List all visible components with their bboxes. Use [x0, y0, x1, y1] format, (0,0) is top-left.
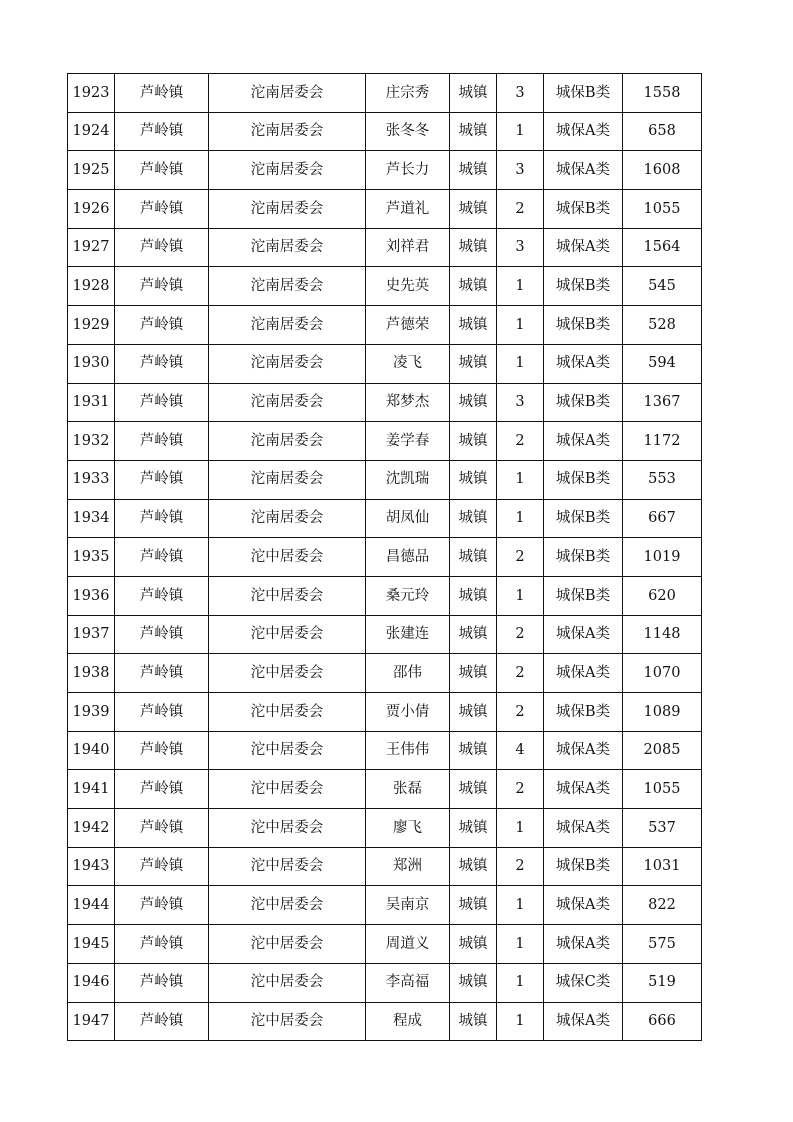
- town-cell: 芦岭镇: [115, 190, 209, 229]
- insurance-category-cell: 城保B类: [544, 576, 623, 615]
- amount-cell: 537: [623, 809, 702, 848]
- committee-cell: 沱南居委会: [209, 228, 366, 267]
- table-row: [68, 770, 702, 809]
- committee-cell: 沱中居委会: [209, 615, 366, 654]
- insurance-category-cell: 城保B类: [544, 306, 623, 345]
- committee-cell: 沱南居委会: [209, 190, 366, 229]
- town-cell: 芦岭镇: [115, 112, 209, 151]
- row-number-cell: 1945: [68, 925, 115, 964]
- name-cell: 张冬冬: [366, 112, 450, 151]
- town-cell: 芦岭镇: [115, 151, 209, 190]
- area-type-cell: 城镇: [450, 267, 497, 306]
- table-row: [68, 228, 702, 267]
- amount-cell: 822: [623, 886, 702, 925]
- area-type-cell: 城镇: [450, 190, 497, 229]
- insurance-category-cell: 城保B类: [544, 460, 623, 499]
- household-size-cell: 3: [497, 228, 544, 267]
- area-type-cell: 城镇: [450, 654, 497, 693]
- committee-cell: 沱中居委会: [209, 693, 366, 732]
- town-cell: 芦岭镇: [115, 963, 209, 1002]
- name-cell: 胡凤仙: [366, 499, 450, 538]
- town-cell: 芦岭镇: [115, 731, 209, 770]
- insurance-category-cell: 城保A类: [544, 112, 623, 151]
- committee-cell: 沱南居委会: [209, 267, 366, 306]
- area-type-cell: 城镇: [450, 963, 497, 1002]
- name-cell: 贾小倩: [366, 693, 450, 732]
- committee-cell: 沱南居委会: [209, 112, 366, 151]
- table-row: [68, 74, 702, 113]
- table-row: [68, 693, 702, 732]
- table-row: [68, 925, 702, 964]
- insurance-category-cell: 城保B类: [544, 267, 623, 306]
- table-row: [68, 654, 702, 693]
- row-number-cell: 1934: [68, 499, 115, 538]
- insurance-category-cell: 城保B类: [544, 499, 623, 538]
- row-number-cell: 1943: [68, 847, 115, 886]
- area-type-cell: 城镇: [450, 1002, 497, 1041]
- committee-cell: 沱中居委会: [209, 770, 366, 809]
- committee-cell: 沱中居委会: [209, 654, 366, 693]
- name-cell: 芦德荣: [366, 306, 450, 345]
- household-size-cell: 4: [497, 731, 544, 770]
- insurance-category-cell: 城保A类: [544, 615, 623, 654]
- row-number-cell: 1941: [68, 770, 115, 809]
- household-size-cell: 3: [497, 383, 544, 422]
- table-row: [68, 538, 702, 577]
- row-number-cell: 1939: [68, 693, 115, 732]
- table-row: [68, 460, 702, 499]
- table-row: [68, 847, 702, 886]
- amount-cell: 1019: [623, 538, 702, 577]
- insurance-category-cell: 城保B类: [544, 74, 623, 113]
- table-row: [68, 731, 702, 770]
- row-number-cell: 1942: [68, 809, 115, 848]
- table-row: [68, 1002, 702, 1041]
- amount-cell: 666: [623, 1002, 702, 1041]
- table-row: [68, 151, 702, 190]
- town-cell: 芦岭镇: [115, 770, 209, 809]
- row-number-cell: 1935: [68, 538, 115, 577]
- amount-cell: 667: [623, 499, 702, 538]
- insurance-category-cell: 城保A类: [544, 654, 623, 693]
- committee-cell: 沱南居委会: [209, 306, 366, 345]
- amount-cell: 1172: [623, 422, 702, 461]
- household-size-cell: 2: [497, 847, 544, 886]
- committee-cell: 沱中居委会: [209, 847, 366, 886]
- insurance-category-cell: 城保A类: [544, 422, 623, 461]
- insurance-category-cell: 城保B类: [544, 847, 623, 886]
- row-number-cell: 1946: [68, 963, 115, 1002]
- insurance-category-cell: 城保A类: [544, 1002, 623, 1041]
- area-type-cell: 城镇: [450, 228, 497, 267]
- amount-cell: 1055: [623, 770, 702, 809]
- row-number-cell: 1926: [68, 190, 115, 229]
- household-size-cell: 2: [497, 770, 544, 809]
- area-type-cell: 城镇: [450, 460, 497, 499]
- town-cell: 芦岭镇: [115, 847, 209, 886]
- table-row: [68, 809, 702, 848]
- household-size-cell: 1: [497, 460, 544, 499]
- town-cell: 芦岭镇: [115, 693, 209, 732]
- name-cell: 史先英: [366, 267, 450, 306]
- area-type-cell: 城镇: [450, 809, 497, 848]
- area-type-cell: 城镇: [450, 886, 497, 925]
- row-number-cell: 1929: [68, 306, 115, 345]
- amount-cell: 1558: [623, 74, 702, 113]
- name-cell: 昌德品: [366, 538, 450, 577]
- amount-cell: 519: [623, 963, 702, 1002]
- insurance-category-cell: 城保A类: [544, 809, 623, 848]
- amount-cell: 1367: [623, 383, 702, 422]
- household-size-cell: 1: [497, 963, 544, 1002]
- committee-cell: 沱南居委会: [209, 422, 366, 461]
- amount-cell: 2085: [623, 731, 702, 770]
- committee-cell: 沱中居委会: [209, 1002, 366, 1041]
- amount-cell: 620: [623, 576, 702, 615]
- table-row: [68, 499, 702, 538]
- area-type-cell: 城镇: [450, 731, 497, 770]
- town-cell: 芦岭镇: [115, 654, 209, 693]
- name-cell: 张建连: [366, 615, 450, 654]
- table-row: [68, 576, 702, 615]
- name-cell: 吴南京: [366, 886, 450, 925]
- household-size-cell: 1: [497, 306, 544, 345]
- table-row: [68, 190, 702, 229]
- committee-cell: 沱中居委会: [209, 809, 366, 848]
- amount-cell: 1564: [623, 228, 702, 267]
- town-cell: 芦岭镇: [115, 809, 209, 848]
- name-cell: 郑洲: [366, 847, 450, 886]
- town-cell: 芦岭镇: [115, 344, 209, 383]
- household-size-cell: 3: [497, 74, 544, 113]
- row-number-cell: 1937: [68, 615, 115, 654]
- household-size-cell: 1: [497, 344, 544, 383]
- name-cell: 张磊: [366, 770, 450, 809]
- town-cell: 芦岭镇: [115, 74, 209, 113]
- insurance-category-cell: 城保A类: [544, 886, 623, 925]
- committee-cell: 沱南居委会: [209, 383, 366, 422]
- name-cell: 刘祥君: [366, 228, 450, 267]
- area-type-cell: 城镇: [450, 615, 497, 654]
- row-number-cell: 1923: [68, 74, 115, 113]
- town-cell: 芦岭镇: [115, 1002, 209, 1041]
- area-type-cell: 城镇: [450, 770, 497, 809]
- amount-cell: 1070: [623, 654, 702, 693]
- table-row: [68, 615, 702, 654]
- table-row: [68, 963, 702, 1002]
- household-size-cell: 1: [497, 499, 544, 538]
- area-type-cell: 城镇: [450, 422, 497, 461]
- amount-cell: 528: [623, 306, 702, 345]
- town-cell: 芦岭镇: [115, 925, 209, 964]
- name-cell: 王伟伟: [366, 731, 450, 770]
- insurance-category-cell: 城保A类: [544, 925, 623, 964]
- insurance-category-cell: 城保A类: [544, 770, 623, 809]
- household-size-cell: 2: [497, 422, 544, 461]
- name-cell: 桑元玲: [366, 576, 450, 615]
- committee-cell: 沱中居委会: [209, 886, 366, 925]
- name-cell: 芦道礼: [366, 190, 450, 229]
- table-row: [68, 344, 702, 383]
- amount-cell: 658: [623, 112, 702, 151]
- committee-cell: 沱南居委会: [209, 151, 366, 190]
- table-row: [68, 267, 702, 306]
- area-type-cell: 城镇: [450, 499, 497, 538]
- amount-cell: 1055: [623, 190, 702, 229]
- table-row: [68, 112, 702, 151]
- town-cell: 芦岭镇: [115, 886, 209, 925]
- row-number-cell: 1931: [68, 383, 115, 422]
- insurance-category-cell: 城保B类: [544, 538, 623, 577]
- household-size-cell: 1: [497, 925, 544, 964]
- row-number-cell: 1940: [68, 731, 115, 770]
- row-number-cell: 1925: [68, 151, 115, 190]
- household-size-cell: 1: [497, 112, 544, 151]
- town-cell: 芦岭镇: [115, 615, 209, 654]
- amount-cell: 1608: [623, 151, 702, 190]
- area-type-cell: 城镇: [450, 925, 497, 964]
- household-size-cell: 2: [497, 693, 544, 732]
- area-type-cell: 城镇: [450, 847, 497, 886]
- household-size-cell: 1: [497, 886, 544, 925]
- insurance-category-cell: 城保B类: [544, 383, 623, 422]
- household-size-cell: 2: [497, 190, 544, 229]
- name-cell: 姜学春: [366, 422, 450, 461]
- area-type-cell: 城镇: [450, 576, 497, 615]
- area-type-cell: 城镇: [450, 538, 497, 577]
- household-size-cell: 1: [497, 1002, 544, 1041]
- area-type-cell: 城镇: [450, 151, 497, 190]
- town-cell: 芦岭镇: [115, 538, 209, 577]
- household-size-cell: 2: [497, 538, 544, 577]
- area-type-cell: 城镇: [450, 383, 497, 422]
- name-cell: 邵伟: [366, 654, 450, 693]
- committee-cell: 沱中居委会: [209, 538, 366, 577]
- town-cell: 芦岭镇: [115, 460, 209, 499]
- name-cell: 廖飞: [366, 809, 450, 848]
- household-size-cell: 3: [497, 151, 544, 190]
- row-number-cell: 1932: [68, 422, 115, 461]
- row-number-cell: 1938: [68, 654, 115, 693]
- insurance-category-cell: 城保A类: [544, 344, 623, 383]
- town-cell: 芦岭镇: [115, 576, 209, 615]
- row-number-cell: 1936: [68, 576, 115, 615]
- row-number-cell: 1944: [68, 886, 115, 925]
- area-type-cell: 城镇: [450, 693, 497, 732]
- area-type-cell: 城镇: [450, 74, 497, 113]
- town-cell: 芦岭镇: [115, 267, 209, 306]
- row-number-cell: 1924: [68, 112, 115, 151]
- name-cell: 沈凯瑞: [366, 460, 450, 499]
- household-size-cell: 2: [497, 654, 544, 693]
- area-type-cell: 城镇: [450, 344, 497, 383]
- insurance-category-cell: 城保C类: [544, 963, 623, 1002]
- row-number-cell: 1928: [68, 267, 115, 306]
- row-number-cell: 1933: [68, 460, 115, 499]
- amount-cell: 1031: [623, 847, 702, 886]
- committee-cell: 沱南居委会: [209, 460, 366, 499]
- amount-cell: 1148: [623, 615, 702, 654]
- amount-cell: 553: [623, 460, 702, 499]
- insurance-category-cell: 城保A类: [544, 228, 623, 267]
- table-row: [68, 886, 702, 925]
- table-body: [68, 74, 702, 1041]
- name-cell: 芦长力: [366, 151, 450, 190]
- insurance-category-cell: 城保A类: [544, 151, 623, 190]
- town-cell: 芦岭镇: [115, 499, 209, 538]
- table-row: [68, 422, 702, 461]
- data-table: [67, 73, 702, 1041]
- committee-cell: 沱南居委会: [209, 499, 366, 538]
- committee-cell: 沱中居委会: [209, 963, 366, 1002]
- area-type-cell: 城镇: [450, 112, 497, 151]
- insurance-category-cell: 城保A类: [544, 731, 623, 770]
- committee-cell: 沱中居委会: [209, 925, 366, 964]
- name-cell: 周道义: [366, 925, 450, 964]
- household-size-cell: 1: [497, 576, 544, 615]
- amount-cell: 1089: [623, 693, 702, 732]
- town-cell: 芦岭镇: [115, 306, 209, 345]
- table-row: [68, 306, 702, 345]
- committee-cell: 沱中居委会: [209, 731, 366, 770]
- name-cell: 李高福: [366, 963, 450, 1002]
- household-size-cell: 1: [497, 267, 544, 306]
- name-cell: 凌飞: [366, 344, 450, 383]
- committee-cell: 沱南居委会: [209, 74, 366, 113]
- committee-cell: 沱南居委会: [209, 344, 366, 383]
- amount-cell: 594: [623, 344, 702, 383]
- row-number-cell: 1927: [68, 228, 115, 267]
- name-cell: 庄宗秀: [366, 74, 450, 113]
- committee-cell: 沱中居委会: [209, 576, 366, 615]
- name-cell: 郑梦杰: [366, 383, 450, 422]
- town-cell: 芦岭镇: [115, 422, 209, 461]
- row-number-cell: 1930: [68, 344, 115, 383]
- amount-cell: 545: [623, 267, 702, 306]
- town-cell: 芦岭镇: [115, 228, 209, 267]
- area-type-cell: 城镇: [450, 306, 497, 345]
- row-number-cell: 1947: [68, 1002, 115, 1041]
- insurance-category-cell: 城保B类: [544, 190, 623, 229]
- name-cell: 程成: [366, 1002, 450, 1041]
- insurance-category-cell: 城保B类: [544, 693, 623, 732]
- table-row: [68, 383, 702, 422]
- amount-cell: 575: [623, 925, 702, 964]
- household-size-cell: 1: [497, 809, 544, 848]
- town-cell: 芦岭镇: [115, 383, 209, 422]
- household-size-cell: 2: [497, 615, 544, 654]
